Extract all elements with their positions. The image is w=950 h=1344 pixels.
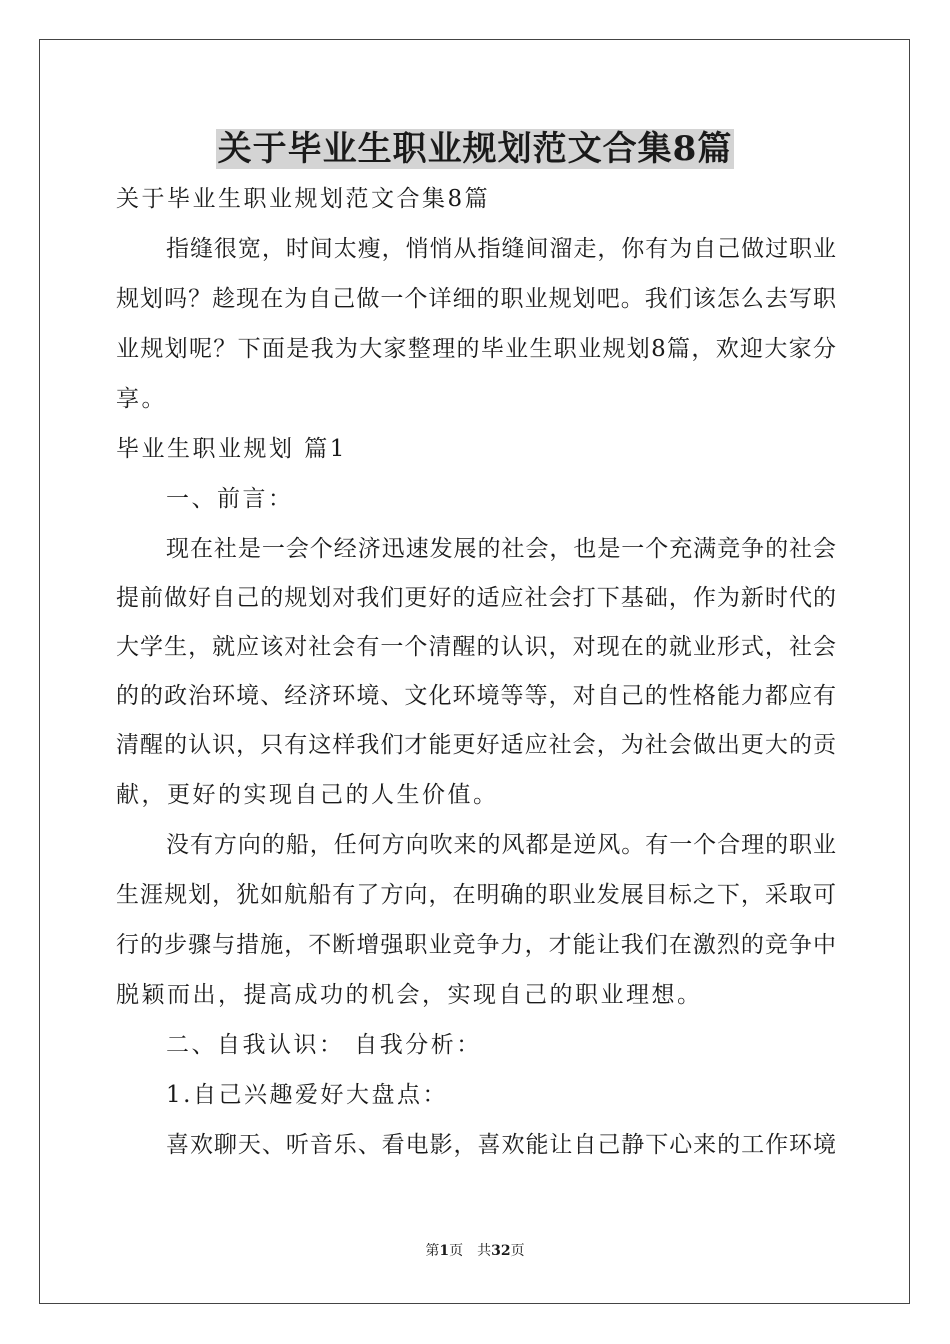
document-subtitle: 关于毕业生职业规划范文合集8篇 xyxy=(116,186,491,212)
page-footer xyxy=(0,1241,950,1261)
document-title xyxy=(0,124,950,174)
para2-line-1: 没有方向的船，任何方向吹来的风都是逆风。有一个合理的职业 xyxy=(166,832,836,858)
footer-suffix: 页 xyxy=(510,1243,525,1259)
para1-line-6: 献，更好的实现自己的人生价值。 xyxy=(116,782,499,808)
para2-line-2: 生涯规划，犹如航船有了方向，在明确的职业发展目标之下，采取可 xyxy=(116,882,836,908)
page-border xyxy=(39,39,910,1304)
footer-page-number: 1 xyxy=(439,1243,450,1259)
para2-line-3: 行的步骤与措施，不断增强职业竞争力，才能让我们在激烈的竞争中 xyxy=(116,932,836,958)
footer-page-total: 32 xyxy=(491,1243,511,1259)
preface-heading: 一、前言： xyxy=(166,486,294,512)
intro-line-2: 规划吗？趁现在为自己做一个详细的职业规划吧。我们该怎么去写职 xyxy=(116,286,836,312)
para1-line-2: 提前做好自己的规划对我们更好的适应社会打下基础，作为新时代的 xyxy=(116,585,836,611)
footer-mid: 页 共 xyxy=(449,1243,492,1259)
footer-prefix: 第 xyxy=(425,1243,440,1259)
document-title-text: 关于毕业生职业规划范文合集8篇 xyxy=(217,129,733,169)
interest-line: 喜欢聊天、听音乐、看电影，喜欢能让自己静下心来的工作环境 xyxy=(166,1132,836,1158)
para1-line-1: 现在社是一会个经济迅速发展的社会，也是一个充满竞争的社会 xyxy=(166,536,836,562)
section-heading: 毕业生职业规划 篇1 xyxy=(116,436,347,462)
intro-line-4: 享。 xyxy=(116,386,167,412)
interest-heading: 1.自己兴趣爱好大盘点： xyxy=(166,1082,448,1108)
para1-line-4: 的的政治环境、经济环境、文化环境等等，对自己的性格能力都应有 xyxy=(116,683,836,709)
para2-line-4: 脱颖而出，提高成功的机会，实现自己的职业理想。 xyxy=(116,982,703,1008)
self-heading: 二、自我认识： 自我分析： xyxy=(166,1032,482,1058)
intro-line-1: 指缝很宽，时间太瘦，悄悄从指缝间溜走，你有为自己做过职业 xyxy=(166,236,836,262)
intro-line-3: 业规划呢？下面是我为大家整理的毕业生职业规划8篇，欢迎大家分 xyxy=(116,336,836,362)
para1-line-5: 清醒的认识，只有这样我们才能更好适应社会，为社会做出更大的贡 xyxy=(116,732,836,758)
para1-line-3: 大学生，就应该对社会有一个清醒的认识，对现在的就业形式，社会 xyxy=(116,634,836,660)
